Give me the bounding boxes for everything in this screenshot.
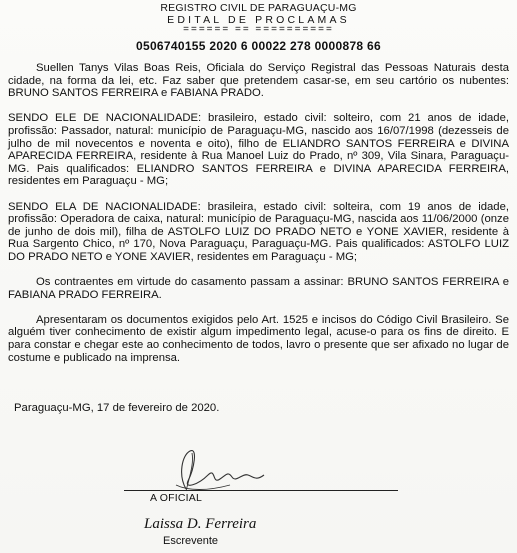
registry-heading: REGISTRO CIVIL DE PARAGUAÇU-MG (160, 2, 357, 14)
stamp-role: Escrevente (163, 535, 219, 547)
signature-label: A OFICIAL (150, 492, 202, 504)
handwritten-signature (168, 445, 278, 495)
signature-line (124, 490, 398, 491)
documents-paragraph: Apresentaram os documentos exigidos pelo Art. 1525 e incisos do Código Civil Brasileiro. Se alguém tiver conhecimento de existir algum impedimento legal, acuse-o para os fins de direito. E para constar e chegar este ao conhecimento de todos, lavro o presente que ser afixado no lugar de costume e publicado na imprensa. (8, 313, 509, 364)
groom-paragraph: SENDO ELE DE NACIONALIDADE: brasileiro, estado civil: solteiro, com 21 anos de idade, profissão: Passador, natural: município de Paraguaçu-MG, nascido aos 16/07/1998 (dezesseis de julho de mil novecentos e noventa e oito), filho de ELIANDRO SANTOS FERREIRA e DIVINA APARECIDA FERREIRA, residente à Rua Manoel Luiz do Prado, nº 309, Vila Sinara, Paraguaçu-MG. Pais qualificados: ELIANDRO SANTOS FERREIRA e DIVINA APARECIDA FERREIRA, residentes em Paraguaçu - MG; (8, 112, 509, 188)
stamp-name: Laissa D. Ferreira (144, 516, 257, 532)
title-underline: ====== == ========== (183, 24, 334, 35)
intro-paragraph: Suellen Tanys Vilas Boas Reis, Oficiala do Serviço Registral das Pessoas Naturais desta cidade, na forma da lei, etc. Faz saber que pretendem casar-se, em seu cartório os nubentes: BRUNO SANTOS FERREIRA e FABIANA PRADO. (8, 62, 509, 100)
contracting-paragraph: Os contraentes em virtude do casamento passam a assinar: BRUNO SANTOS FERREIRA e FABIANA PRADO FERREIRA. (8, 276, 509, 301)
registration-number: 0506740155 2020 6 00022 278 0000878 66 (136, 39, 381, 53)
place-date: Paraguaçu-MG, 17 de fevereiro de 2020. (14, 402, 220, 414)
document-title: EDITAL DE PROCLAMAS (167, 14, 350, 26)
edital-body (8, 62, 509, 377)
bride-paragraph: SENDO ELA DE NACIONALIDADE: brasileira, estado civil: solteira, com 19 anos de idade, profissão: Operadora de caixa, natural: município de Paraguaçu-MG, nascida aos 11/06/2000 (onze de junho de dois mil), filha de ASTOLFO LUIZ DO PRADO NETO e YONE XAVIER, residente à Rua Sargento Chico, nº 170, Nova Paraguaçu, Paraguaçu-MG. Pais qualificados: ASTOLFO LUIZ DO PRADO NETO e YONE XAVIER, residentes em Paraguaçu - MG; (8, 200, 509, 263)
